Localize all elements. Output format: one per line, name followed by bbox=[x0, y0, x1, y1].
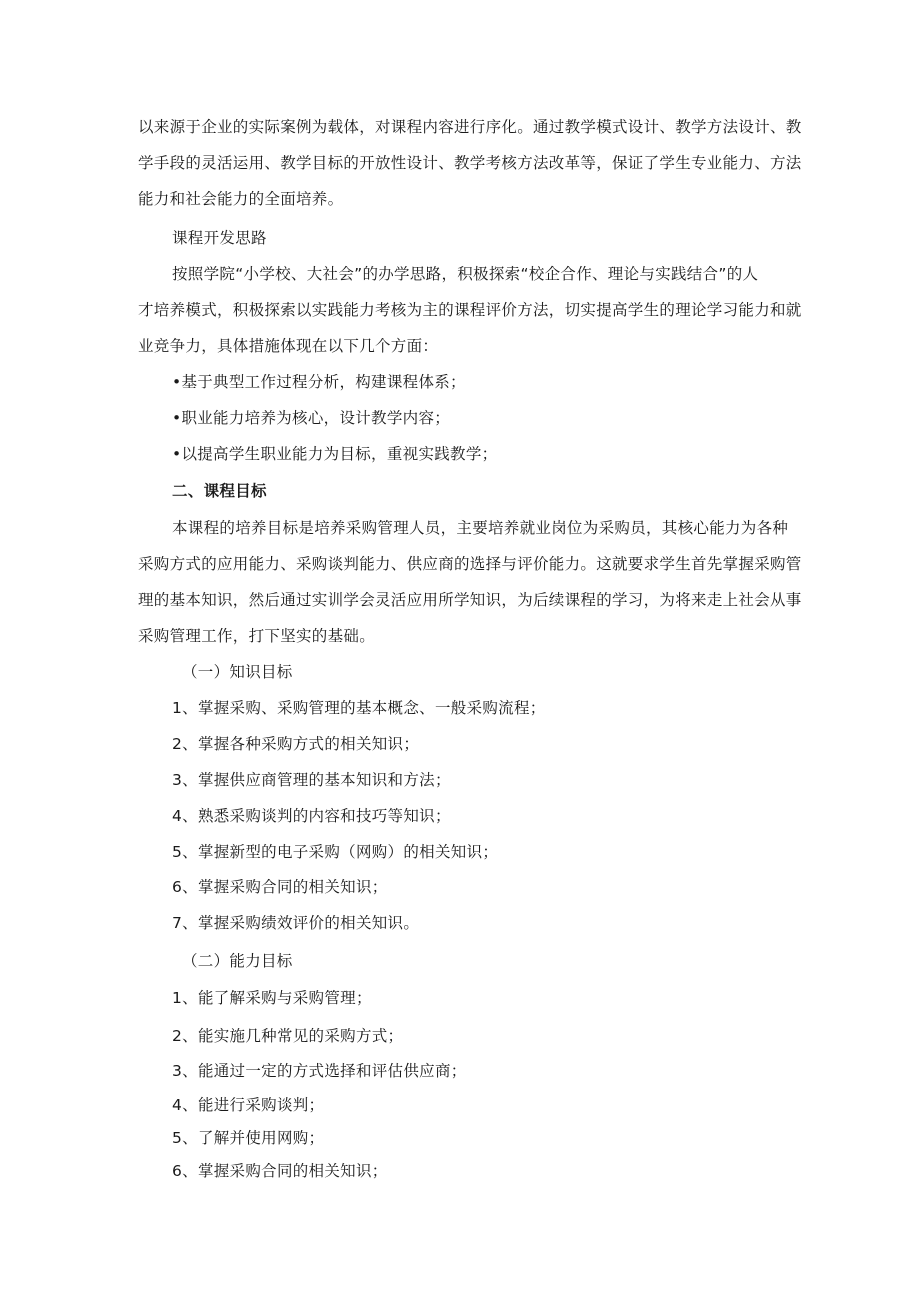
paragraph-line: 按照学院“小学校、大社会”的办学思路，积极探索“校企合作、理论与实践结合”的人 bbox=[172, 265, 759, 283]
ability-item: 2、能实施几种常见的采购方式； bbox=[172, 1027, 404, 1045]
bullet-item: •职业能力培养为核心，设计教学内容； bbox=[172, 409, 451, 427]
paragraph-line: 采购管理工作，打下坚实的基础。 bbox=[138, 627, 376, 645]
ability-item: 1、能了解采购与采购管理； bbox=[172, 989, 372, 1007]
paragraph-line: 才培养模式，积极探索以实践能力考核为主的课程评价方法，切实提高学生的理论学习能力和就 bbox=[138, 301, 802, 319]
knowledge-item: 7、掌握采购绩效评价的相关知识。 bbox=[172, 914, 420, 932]
paragraph-line: 采购方式的应用能力、采购谈判能力、供应商的选择与评价能力。这就要求学生首先掌握采购管 bbox=[138, 555, 802, 573]
paragraph-line: 理的基本知识，然后通过实训学会灵活应用所学知识，为后续课程的学习，为将来走上社会从事 bbox=[138, 591, 802, 609]
section-heading-goals: 二、课程目标 bbox=[172, 482, 267, 500]
subsection-heading-knowledge: （一）知识目标 bbox=[182, 663, 293, 681]
ability-item: 3、能通过一定的方式选择和评估供应商； bbox=[172, 1062, 467, 1080]
paragraph-line: 业竞争力，具体措施体现在以下几个方面： bbox=[138, 337, 439, 355]
section-heading-dev-thinking: 课程开发思路 bbox=[172, 229, 267, 247]
knowledge-item: 1、掌握采购、采购管理的基本概念、一般采购流程； bbox=[172, 699, 546, 717]
ability-item: 4、能进行采购谈判； bbox=[172, 1096, 325, 1114]
knowledge-item: 5、掌握新型的电子采购（网购）的相关知识； bbox=[172, 843, 499, 861]
ability-item: 5、了解并使用网购； bbox=[172, 1129, 325, 1147]
knowledge-item: 2、掌握各种采购方式的相关知识； bbox=[172, 735, 420, 753]
intro-line: 以来源于企业的实际案例为载体，对课程内容进行序化。通过教学模式设计、教学方法设计、教 bbox=[138, 118, 802, 136]
knowledge-item: 4、熟悉采购谈判的内容和技巧等知识； bbox=[172, 807, 451, 825]
bullet-item: •基于典型工作过程分析，构建课程体系； bbox=[172, 373, 466, 391]
ability-item: 6、掌握采购合同的相关知识； bbox=[172, 1162, 388, 1180]
intro-line: 学手段的灵活运用、教学目标的开放性设计、教学考核方法改革等，保证了学生专业能力、方法 bbox=[138, 154, 802, 172]
knowledge-item: 3、掌握供应商管理的基本知识和方法； bbox=[172, 771, 451, 789]
bullet-item: •以提高学生职业能力为目标，重视实践教学； bbox=[172, 445, 498, 463]
knowledge-item: 6、掌握采购合同的相关知识； bbox=[172, 878, 388, 896]
paragraph-line: 本课程的培养目标是培养采购管理人员，主要培养就业岗位为采购员，其核心能力为各种 bbox=[172, 519, 789, 537]
subsection-heading-ability: （二）能力目标 bbox=[182, 952, 293, 970]
intro-line: 能力和社会能力的全面培养。 bbox=[138, 190, 344, 208]
